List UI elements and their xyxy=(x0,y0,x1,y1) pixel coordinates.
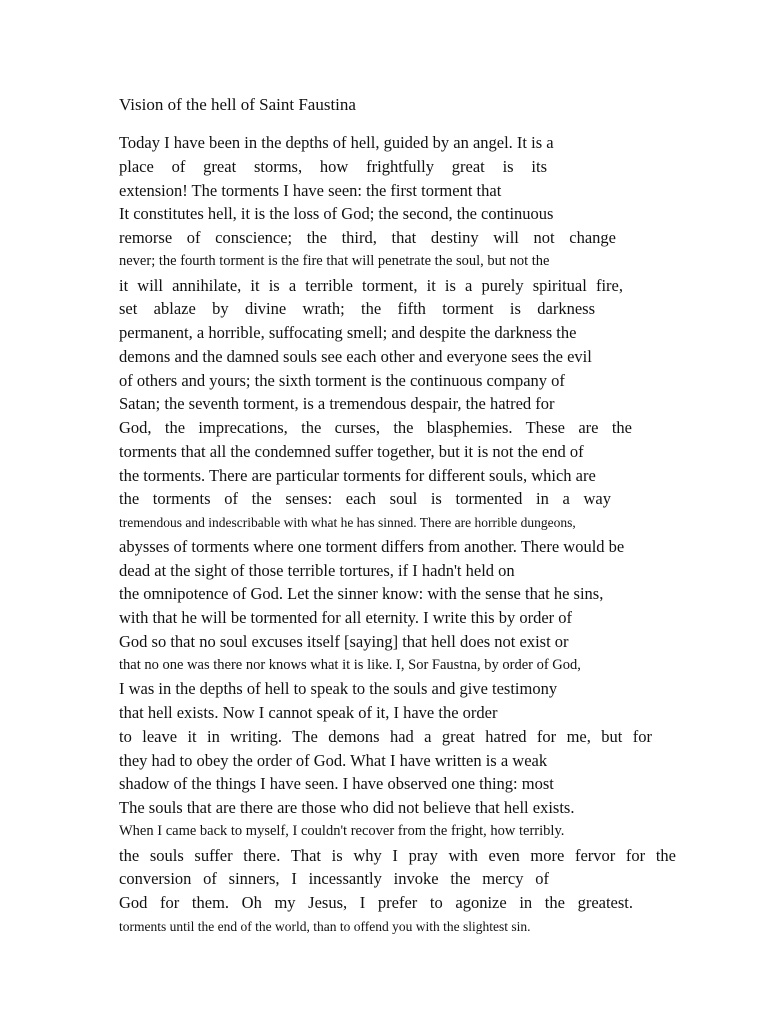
text-line: never; the fourth torment is the fire that will penetrate the soul, but not the xyxy=(119,252,550,269)
text-line: of others and yours; the sixth torment is the continuous company of xyxy=(119,370,565,390)
text-line: demons and the damned souls see each other and everyone sees the evil xyxy=(119,346,592,366)
text-line: shadow of the things I have seen. I have observed one thing: most xyxy=(119,774,554,794)
text-line: the souls suffer there. That is why I pray with even more fervor for the xyxy=(119,845,676,865)
document-body xyxy=(119,131,679,939)
text-line: extension! The torments I have seen: the first torment that xyxy=(119,180,502,200)
document-title: Vision of the hell of Saint Faustina xyxy=(119,95,356,114)
text-line: Satan; the seventh torment, is a tremendous despair, the hatred for xyxy=(119,394,555,414)
text-line: abysses of torments where one torment differs from another. There would be xyxy=(119,536,625,556)
text-line: permanent, a horrible, suffocating smell; and despite the darkness the xyxy=(119,323,577,342)
text-line: they had to obey the order of God. What I have written is a weak xyxy=(119,750,548,770)
text-line: that no one was there nor knows what it is like. I, Sor Faustna, by order of God, xyxy=(119,656,581,673)
text-line: with that he will be tormented for all eternity. I write this by order of xyxy=(119,608,573,627)
text-line: remorse of conscience; the third, that destiny will not change xyxy=(119,228,616,247)
text-line: God so that no soul excuses itself [saying] that hell does not exist or xyxy=(119,631,569,651)
text-line: it will annihilate, it is a terrible torment, it is a purely spiritual fire, xyxy=(119,275,623,295)
text-line: Today I have been in the depths of hell, guided by an angel. It is a xyxy=(119,133,554,152)
text-line: that hell exists. Now I cannot speak of it, I have the order xyxy=(119,703,498,722)
text-line: to leave it in writing. The demons had a great hatred for me, but for xyxy=(119,726,652,746)
text-line: When I came back to myself, I couldn't recover from the fright, how terribly. xyxy=(119,822,565,839)
text-line: God, the imprecations, the curses, the blasphemies. These are the xyxy=(119,418,632,437)
text-line: tremendous and indescribable with what he has sinned. There are horrible dungeons, xyxy=(119,515,576,530)
text-line: torments until the end of the world, than to offend you with the slightest sin. xyxy=(119,918,531,934)
text-line: conversion of sinners, I incessantly invoke the mercy of xyxy=(119,869,549,889)
text-line: the torments of the senses: each soul is tormented in a way xyxy=(119,489,611,509)
text-line: set ablaze by divine wrath; the fifth torment is darkness xyxy=(119,299,595,319)
text-line: God for them. Oh my Jesus, I prefer to agonize in the greatest. xyxy=(119,893,633,912)
text-line: place of great storms, how frightfully great is its xyxy=(119,156,547,176)
text-line: I was in the depths of hell to speak to the souls and give testimony xyxy=(119,679,558,699)
text-line: It constitutes hell, it is the loss of God; the second, the continuous xyxy=(119,204,554,224)
text-line: The souls that are there are those who did not believe that hell exists. xyxy=(119,798,575,817)
text-line: torments that all the condemned suffer together, but it is not the end of xyxy=(119,441,584,461)
text-line: dead at the sight of those terrible tortures, if I hadn't held on xyxy=(119,560,515,580)
text-line: the omnipotence of God. Let the sinner know: with the sense that he sins, xyxy=(119,584,604,604)
text-line: the torments. There are particular torments for different souls, which are xyxy=(119,465,596,485)
